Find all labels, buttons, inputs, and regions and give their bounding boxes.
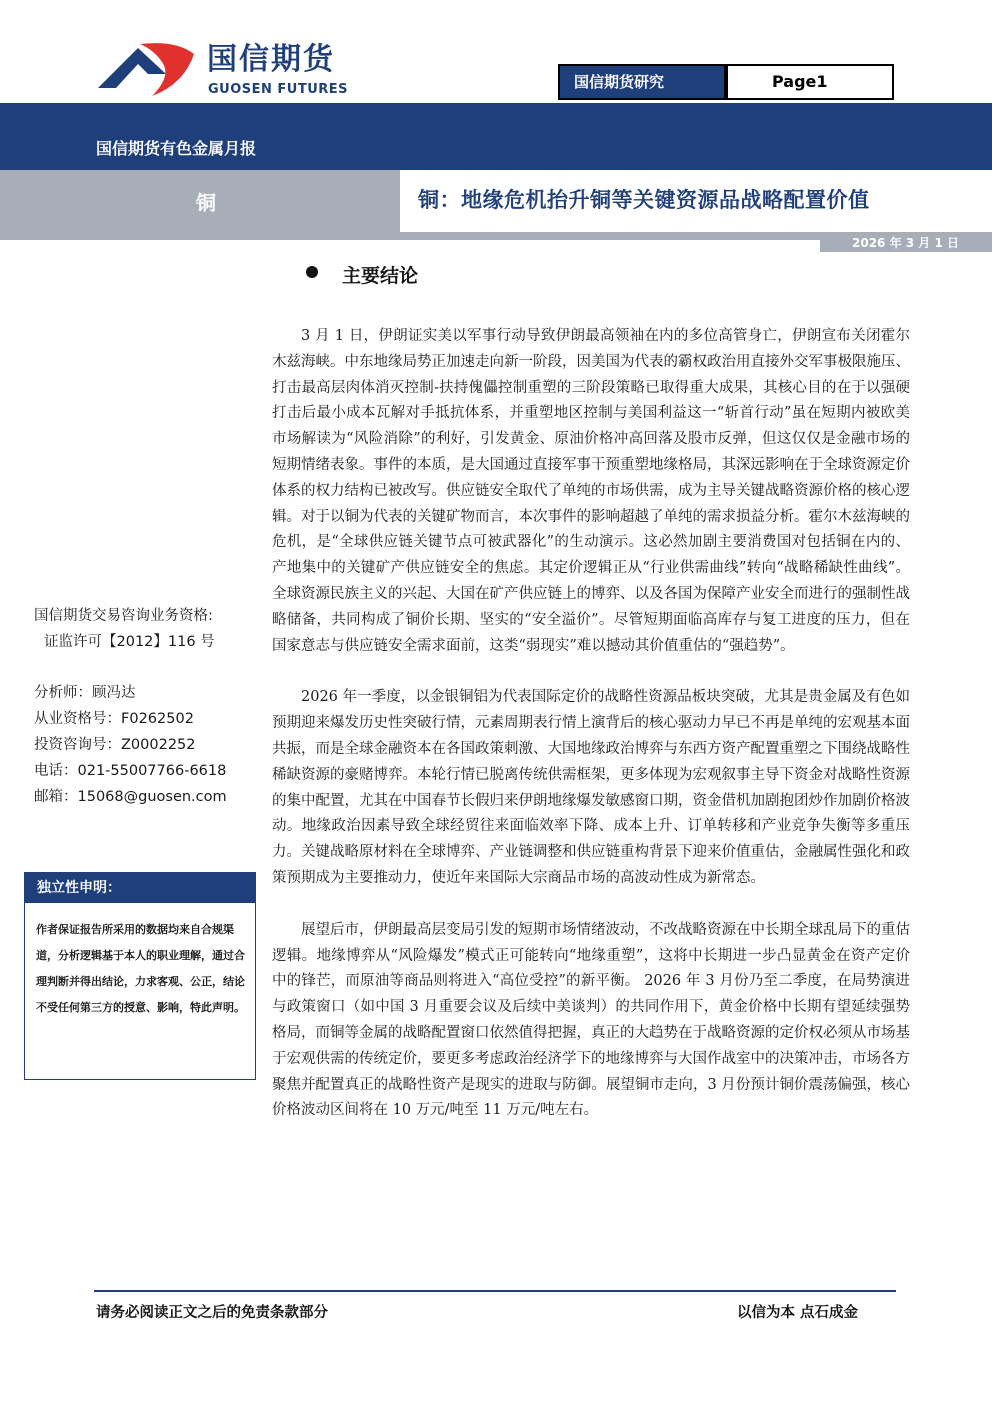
brand-name-en: GUOSEN FUTURES [208, 82, 349, 97]
page-number: Page1 [726, 64, 894, 100]
analyst-info [34, 680, 227, 810]
qualification-line: 国信期货交易咨询业务资格: [34, 608, 213, 624]
analyst-name: 分析师：顾冯达 [34, 685, 136, 701]
guosen-logo-icon [96, 40, 196, 100]
analyst-consult-number: 投资咨询号：Z0002252 [34, 737, 196, 753]
section-title: 主要结论 [342, 265, 419, 287]
analyst-email[interactable]: 邮箱：15068@guosen.com [34, 789, 227, 805]
license-number: 证监许可【2012】116 号 [44, 634, 215, 650]
main-conclusion-body [272, 324, 910, 1150]
qualification-block [34, 603, 266, 655]
report-date: 2026 年 3 月 1 日 [852, 236, 959, 250]
paragraph-3: 展望后市，伊朗最高层变局引发的短期市场情绪波动，不改战略资源在中长期全球乱局下的重估逻辑。地缘博弈从“风险爆发”模式正可能转向“地缘重塑”，这将中长期进一步凸显黄金在资产定价中的锋芒，而原油等商品则将进入“高位受控”的新平衡。 2026 年 3 月份乃至二季度，在局势演进与政策窗口（如中国 3 月重要会议及后续中美谈判）的共同作用下，黄金价格中长期有望延续强势格局，而铜等金属的战略配置窗口依然值得把握，真正的大趋势在于战略资源的定价权必须从市场基于宏观供需的传统定价，要更多考虑政治经济学下的地缘博弈与大国作战室中的决策冲击，市场各方聚焦并配置真正的战略性资产是现实的进取与防御。展望铜市走向，3 月份预计铜价震荡偏强，核心价格波动区间将在 10 万元/吨至 11 万元/吨左右。 [272, 921, 910, 1119]
footer-divider [94, 1290, 896, 1292]
independence-title: 独立性申明： [25, 873, 255, 903]
paragraph-1: 3 月 1 日，伊朗证实美以军事行动导致伊朗最高领袖在内的多位高管身亡，伊朗宣布关闭霍尔木兹海峡。中东地缘局势正加速走向新一阶段，因美国为代表的霸权政治用直接外交军事极限施压、打击最高层肉体消灭控制-扶持傀儡控制重塑的三阶段策略已取得重大成果，其核心目的在于以强硬打击后最小成本瓦解对手抵抗体系，并重塑地区控制与美国利益这一“斩首行动”虽在短期内被欧美市场解读为“风险消除”的利好，引发黄金、原油价格冲高回落及股市反弹，但这仅仅是金融市场的短期情绪表象。事件的本质，是大国通过直接军事干预重塑地缘格局，其深远影响在于全球资源定价体系的权力结构已被改写。供应链安全取代了单纯的市场供需，成为主导关键战略资源价格的核心逻辑。对于以铜为代表的关键矿物而言，本次事件的影响超越了单纯的需求损益分析。霍尔木兹海峡的危机，是“全球供应链关键节点可被武器化”的生动演示。这必然加剧主要消费国对包括铜在内的、产地集中的关键矿产供应链安全的焦虑。其定价逻辑正从“行业供需曲线”转向“战略稀缺性曲线”。全球资源民族主义的兴起、大国在矿产供应链上的博弈、以及各国为保障产业安全而进行的强制性战略储备，共同构成了铜价长期、坚实的“安全溢价”。尽管短期面临高库存与复工进度的压力，但在国家意志与供应链安全需求面前，这类“弱现实”难以撼动其价值重估的“强趋势”。 [272, 328, 910, 654]
analyst-license: 从业资格号：F0262502 [34, 711, 194, 727]
report-series: 国信期货有色金属月报 [96, 139, 257, 158]
bullet-icon [306, 266, 318, 278]
paragraph-2: 2026 年一季度，以金银铜铝为代表国际定价的战略性资源品板块突破，尤其是贵金属及有色如预期迎来爆发历史性突破行情，元素周期表行情上演背后的核心驱动力早已不再是单纯的宏观基本面共振，而是全球金融资本在各国政策刺激、大国地缘政治博弈与东西方资产配置重塑之下围绕战略性稀缺资源的豪赌博弈。本轮行情已脱离传统供需框架，更多体现为宏观叙事主导下资金对战略性资源的集中配置，尤其在中国春节长假归来伊朗地缘爆发敏感窗口期，资金借机加剧抱团炒作加剧价格波动。地缘政治因素导致全球经贸往来面临效率下降、成本上升、订单转移和产业竞争失衡等多重压力。关键战略原材料在全球博弈、产业链调整和供应链重构背景下迎来价值重估，金融属性强化和政策预期成为主要推动力，使近年来国际大宗商品市场的高波动性成为新常态。 [272, 689, 910, 886]
sector-label: 铜 [196, 191, 216, 215]
footer-slogan: 以信为本 点石成金 [737, 1305, 859, 1321]
brand-name-cn: 国信期货 [207, 42, 335, 77]
independence-text: 作者保证报告所采用的数据均来自合规渠道，分析逻辑基于本人的职业理解，通过合理判断并得出结论，力求客观、公正，结论不受任何第三方的授意、影响，特此声明。 [36, 923, 245, 1014]
analyst-phone: 电话：021-55007766-6618 [34, 763, 227, 779]
report-headline: 铜：地缘危机抬升铜等关键资源品战略配置价值 [418, 188, 870, 212]
header-label: 国信期货研究 [558, 64, 726, 100]
footer-disclaimer-note: 请务必阅读正文之后的免责条款部分 [96, 1305, 328, 1321]
